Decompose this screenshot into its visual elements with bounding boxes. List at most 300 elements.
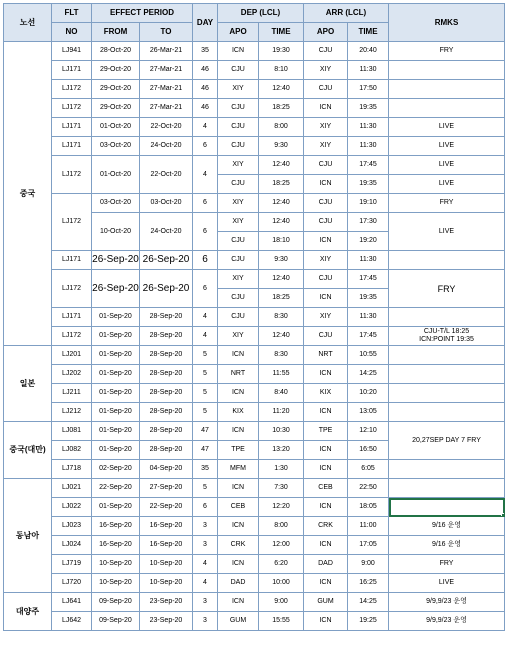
to-cell[interactable]: 24-Oct-20 <box>140 213 193 251</box>
to-cell[interactable]: 22-Sep-20 <box>140 498 193 517</box>
header-rmks[interactable]: RMKS <box>389 4 505 42</box>
arr-apo-cell[interactable]: CJU <box>304 156 348 175</box>
table-row <box>4 612 505 631</box>
remarks-cell[interactable]: 9/9,9/23 운영 <box>389 593 505 612</box>
remarks-cell[interactable] <box>389 479 505 498</box>
header-no[interactable]: NO <box>52 23 92 42</box>
dep-apo-cell[interactable]: CJU <box>218 175 259 194</box>
dep-apo-cell[interactable]: ICN <box>218 593 259 612</box>
dep-time-cell[interactable]: 18:25 <box>259 99 304 118</box>
arr-time-cell[interactable]: 18:05 <box>348 498 389 517</box>
from-cell[interactable]: 01-Sep-20 <box>92 422 140 441</box>
to-cell[interactable]: 23-Sep-20 <box>140 612 193 631</box>
day-cell[interactable]: 4 <box>193 118 218 137</box>
remarks-cell[interactable] <box>389 80 505 99</box>
to-cell[interactable]: 27-Mar-21 <box>140 80 193 99</box>
arr-time-cell[interactable]: 19:35 <box>348 99 389 118</box>
dep-time-cell[interactable]: 8:10 <box>259 61 304 80</box>
to-cell[interactable]: 04-Sep-20 <box>140 460 193 479</box>
dep-time-cell[interactable]: 18:25 <box>259 175 304 194</box>
to-cell[interactable]: 28-Sep-20 <box>140 384 193 403</box>
from-cell[interactable]: 01-Oct-20 <box>92 118 140 137</box>
table-row <box>4 574 505 593</box>
to-cell[interactable]: 16-Sep-20 <box>140 517 193 536</box>
flt-cell[interactable]: LJ023 <box>52 517 92 536</box>
dep-apo-cell[interactable]: MFM <box>218 460 259 479</box>
dep-time-cell[interactable]: 7:30 <box>259 479 304 498</box>
dep-apo-cell[interactable]: XIY <box>218 327 259 346</box>
to-cell[interactable]: 28-Sep-20 <box>140 365 193 384</box>
flt-cell[interactable]: LJ172 <box>52 194 92 251</box>
dep-time-cell[interactable]: 9:30 <box>259 137 304 156</box>
from-cell[interactable]: 26-Sep-20 <box>92 270 140 308</box>
table-row <box>4 137 505 156</box>
dep-time-cell[interactable]: 8:30 <box>259 308 304 327</box>
dep-apo-cell[interactable]: ICN <box>218 384 259 403</box>
arr-apo-cell[interactable]: XIY <box>304 118 348 137</box>
dep-time-cell[interactable]: 18:25 <box>259 289 304 308</box>
dep-apo-cell[interactable]: XIY <box>218 80 259 99</box>
from-cell[interactable]: 10-Oct-20 <box>92 213 140 251</box>
dep-apo-cell[interactable]: CJU <box>218 118 259 137</box>
from-cell[interactable]: 01-Sep-20 <box>92 498 140 517</box>
arr-time-cell[interactable]: 19:35 <box>348 289 389 308</box>
table-row <box>4 536 505 555</box>
dep-time-cell[interactable]: 1:30 <box>259 460 304 479</box>
dep-apo-cell[interactable]: CRK <box>218 536 259 555</box>
dep-apo-cell[interactable]: ICN <box>218 42 259 61</box>
arr-apo-cell[interactable]: CJU <box>304 80 348 99</box>
day-cell[interactable]: 47 <box>193 441 218 460</box>
flt-cell[interactable]: LJ081 <box>52 422 92 441</box>
to-cell[interactable]: 16-Sep-20 <box>140 536 193 555</box>
remarks-cell[interactable]: 9/9,9/23 운영 <box>389 612 505 631</box>
table-row <box>4 517 505 536</box>
dep-time-cell[interactable]: 12:40 <box>259 213 304 232</box>
remarks-cell[interactable]: LIVE <box>389 156 505 175</box>
arr-apo-cell[interactable]: ICN <box>304 574 348 593</box>
day-cell[interactable]: 3 <box>193 612 218 631</box>
flt-cell[interactable]: LJ171 <box>52 61 92 80</box>
arr-time-cell[interactable]: 13:05 <box>348 403 389 422</box>
arr-apo-cell[interactable]: XIY <box>304 251 348 270</box>
remarks-cell[interactable]: LIVE <box>389 574 505 593</box>
from-cell[interactable]: 28-Oct-20 <box>92 42 140 61</box>
day-cell[interactable]: 6 <box>193 213 218 251</box>
dep-time-cell[interactable]: 19:30 <box>259 42 304 61</box>
to-cell[interactable]: 24-Oct-20 <box>140 137 193 156</box>
day-cell[interactable]: 6 <box>193 194 218 213</box>
arr-time-cell[interactable]: 16:50 <box>348 441 389 460</box>
flight-schedule-table <box>3 3 505 631</box>
flt-cell[interactable]: LJ212 <box>52 403 92 422</box>
arr-time-cell[interactable]: 6:05 <box>348 460 389 479</box>
arr-apo-cell[interactable]: ICN <box>304 365 348 384</box>
arr-time-cell[interactable]: 14:25 <box>348 593 389 612</box>
day-cell[interactable]: 3 <box>193 517 218 536</box>
arr-apo-cell[interactable]: DAD <box>304 555 348 574</box>
to-cell[interactable]: 27-Mar-21 <box>140 61 193 80</box>
from-cell[interactable]: 02-Sep-20 <box>92 460 140 479</box>
arr-apo-cell[interactable]: ICN <box>304 289 348 308</box>
dep-apo-cell[interactable]: GUM <box>218 612 259 631</box>
day-cell[interactable]: 6 <box>193 498 218 517</box>
remarks-cell[interactable]: FRY <box>389 555 505 574</box>
dep-apo-cell[interactable]: CJU <box>218 289 259 308</box>
dep-apo-cell[interactable]: XIY <box>218 270 259 289</box>
from-cell[interactable]: 10-Sep-20 <box>92 555 140 574</box>
flt-cell[interactable]: LJ172 <box>52 327 92 346</box>
dep-time-cell[interactable]: 12:40 <box>259 327 304 346</box>
from-cell[interactable]: 29-Oct-20 <box>92 99 140 118</box>
header-effect-period[interactable]: EFFECT PERIOD <box>92 4 193 23</box>
arr-time-cell[interactable]: 14:25 <box>348 365 389 384</box>
remarks-cell[interactable] <box>389 61 505 80</box>
from-cell[interactable]: 16-Sep-20 <box>92 536 140 555</box>
flt-cell[interactable]: LJ171 <box>52 308 92 327</box>
to-cell[interactable]: 28-Sep-20 <box>140 422 193 441</box>
to-cell[interactable]: 28-Sep-20 <box>140 441 193 460</box>
to-cell[interactable]: 26-Mar-21 <box>140 42 193 61</box>
flt-cell[interactable]: LJ201 <box>52 346 92 365</box>
from-cell[interactable]: 03-Oct-20 <box>92 194 140 213</box>
day-cell[interactable]: 5 <box>193 384 218 403</box>
arr-time-cell[interactable]: 11:30 <box>348 118 389 137</box>
arr-apo-cell[interactable]: ICN <box>304 232 348 251</box>
dep-time-cell[interactable]: 12:40 <box>259 194 304 213</box>
arr-time-cell[interactable]: 10:20 <box>348 384 389 403</box>
arr-apo-cell[interactable]: GUM <box>304 593 348 612</box>
dep-time-cell[interactable]: 13:20 <box>259 441 304 460</box>
arr-time-cell[interactable]: 17:05 <box>348 536 389 555</box>
arr-apo-cell[interactable]: XIY <box>304 137 348 156</box>
header-region[interactable]: 노선 <box>4 4 52 42</box>
region-oceania[interactable]: 대양주 <box>4 593 52 631</box>
to-cell[interactable]: 22-Oct-20 <box>140 156 193 194</box>
header-flt[interactable]: FLT <box>52 4 92 23</box>
remarks-cell[interactable]: 9/16 운영 <box>389 517 505 536</box>
dep-apo-cell[interactable]: XIY <box>218 194 259 213</box>
arr-apo-cell[interactable]: CJU <box>304 42 348 61</box>
dep-apo-cell[interactable]: CJU <box>218 308 259 327</box>
from-cell[interactable]: 01-Oct-20 <box>92 156 140 194</box>
table-row <box>4 365 505 384</box>
day-cell[interactable]: 47 <box>193 422 218 441</box>
day-cell[interactable]: 5 <box>193 365 218 384</box>
remarks-cell[interactable]: FRY <box>389 194 505 213</box>
to-cell[interactable]: 10-Sep-20 <box>140 574 193 593</box>
dep-time-cell[interactable]: 8:00 <box>259 517 304 536</box>
dep-time-cell[interactable]: 6:20 <box>259 555 304 574</box>
dep-apo-cell[interactable]: XIY <box>218 213 259 232</box>
region-southeast-asia[interactable]: 동남아 <box>4 479 52 593</box>
header-from[interactable]: FROM <box>92 23 140 42</box>
from-cell[interactable]: 01-Sep-20 <box>92 308 140 327</box>
region-japan[interactable]: 일본 <box>4 346 52 422</box>
remarks-cell[interactable]: 20,27SEP DAY 7 FRY <box>389 422 505 460</box>
flt-cell[interactable]: LJ171 <box>52 251 92 270</box>
to-cell[interactable]: 22-Oct-20 <box>140 118 193 137</box>
remarks-cell[interactable] <box>389 460 505 479</box>
day-cell[interactable]: 4 <box>193 156 218 194</box>
dep-time-cell[interactable]: 9:00 <box>259 593 304 612</box>
dep-time-cell[interactable]: 12:40 <box>259 270 304 289</box>
arr-time-cell[interactable]: 17:45 <box>348 327 389 346</box>
arr-time-cell[interactable]: 17:30 <box>348 213 389 232</box>
day-cell[interactable]: 4 <box>193 574 218 593</box>
dep-time-cell[interactable]: 9:30 <box>259 251 304 270</box>
remarks-cell[interactable] <box>389 308 505 327</box>
arr-apo-cell[interactable]: CJU <box>304 194 348 213</box>
arr-apo-cell[interactable]: ICN <box>304 99 348 118</box>
arr-apo-cell[interactable]: XIY <box>304 308 348 327</box>
dep-time-cell[interactable]: 8:30 <box>259 346 304 365</box>
table-row <box>4 308 505 327</box>
table-row <box>4 80 505 99</box>
to-cell[interactable]: 27-Sep-20 <box>140 479 193 498</box>
from-cell[interactable]: 03-Oct-20 <box>92 137 140 156</box>
flt-cell[interactable]: LJ082 <box>52 441 92 460</box>
arr-apo-cell[interactable]: ICN <box>304 441 348 460</box>
from-cell[interactable]: 01-Sep-20 <box>92 365 140 384</box>
dep-apo-cell[interactable]: CJU <box>218 99 259 118</box>
arr-apo-cell[interactable]: CEB <box>304 479 348 498</box>
header-dep[interactable]: DEP (LCL) <box>218 4 304 23</box>
flt-cell[interactable]: LJ172 <box>52 99 92 118</box>
arr-apo-cell[interactable]: CJU <box>304 327 348 346</box>
dep-apo-cell[interactable]: XIY <box>218 156 259 175</box>
dep-apo-cell[interactable]: CJU <box>218 251 259 270</box>
dep-apo-cell[interactable]: ICN <box>218 517 259 536</box>
header-to[interactable]: TO <box>140 23 193 42</box>
table-row <box>4 118 505 137</box>
table-row <box>4 251 505 270</box>
dep-apo-cell[interactable]: TPE <box>218 441 259 460</box>
remark-line: CJU-T/L 18:25 <box>423 328 470 335</box>
from-cell[interactable]: 10-Sep-20 <box>92 574 140 593</box>
arr-apo-cell[interactable]: XIY <box>304 61 348 80</box>
day-cell[interactable]: 46 <box>193 80 218 99</box>
table-row <box>4 194 505 213</box>
dep-apo-cell[interactable]: ICN <box>218 346 259 365</box>
flt-cell[interactable]: LJ021 <box>52 479 92 498</box>
region-taiwan[interactable]: 중국(대만) <box>4 422 52 479</box>
header-arr-apo[interactable]: APO <box>304 23 348 42</box>
table-row <box>4 593 505 612</box>
arr-time-cell[interactable]: 17:45 <box>348 156 389 175</box>
remarks-cell[interactable]: 9/16 운영 <box>389 536 505 555</box>
dep-time-cell[interactable]: 10:30 <box>259 422 304 441</box>
arr-apo-cell[interactable]: ICN <box>304 536 348 555</box>
flt-cell[interactable]: LJ718 <box>52 460 92 479</box>
header-arr[interactable]: ARR (LCL) <box>304 4 389 23</box>
arr-apo-cell[interactable]: ICN <box>304 612 348 631</box>
arr-apo-cell[interactable]: NRT <box>304 346 348 365</box>
to-cell[interactable]: 28-Sep-20 <box>140 308 193 327</box>
arr-time-cell[interactable]: 16:25 <box>348 574 389 593</box>
arr-apo-cell[interactable]: CJU <box>304 213 348 232</box>
to-cell[interactable]: 28-Sep-20 <box>140 327 193 346</box>
dep-time-cell[interactable]: 11:20 <box>259 403 304 422</box>
flt-cell[interactable]: LJ172 <box>52 270 92 308</box>
dep-time-cell[interactable]: 8:40 <box>259 384 304 403</box>
dep-time-cell[interactable]: 18:10 <box>259 232 304 251</box>
to-cell[interactable]: 03-Oct-20 <box>140 194 193 213</box>
dep-apo-cell[interactable]: DAD <box>218 574 259 593</box>
to-cell[interactable]: 28-Sep-20 <box>140 346 193 365</box>
arr-apo-cell[interactable]: ICN <box>304 498 348 517</box>
to-cell[interactable]: 27-Mar-21 <box>140 99 193 118</box>
from-cell[interactable]: 01-Sep-20 <box>92 403 140 422</box>
arr-apo-cell[interactable]: ICN <box>304 403 348 422</box>
from-cell[interactable]: 22-Sep-20 <box>92 479 140 498</box>
remarks-cell[interactable] <box>389 99 505 118</box>
arr-time-cell[interactable]: 11:30 <box>348 251 389 270</box>
arr-time-cell[interactable]: 12:10 <box>348 422 389 441</box>
flt-cell[interactable]: LJ202 <box>52 365 92 384</box>
arr-time-cell[interactable]: 19:25 <box>348 612 389 631</box>
remarks-cell[interactable]: LIVE <box>389 118 505 137</box>
dep-time-cell[interactable]: 8:00 <box>259 118 304 137</box>
remarks-cell[interactable] <box>389 403 505 422</box>
day-cell[interactable]: 4 <box>193 555 218 574</box>
dep-time-cell[interactable]: 12:20 <box>259 498 304 517</box>
remarks-cell[interactable] <box>389 251 505 270</box>
day-cell[interactable]: 6 <box>193 251 218 270</box>
dep-apo-cell[interactable]: NRT <box>218 365 259 384</box>
flt-cell[interactable]: LJ720 <box>52 574 92 593</box>
arr-time-cell[interactable]: 9:00 <box>348 555 389 574</box>
dep-time-cell[interactable]: 12:40 <box>259 80 304 99</box>
day-cell[interactable]: 3 <box>193 593 218 612</box>
day-cell[interactable]: 6 <box>193 137 218 156</box>
day-cell[interactable]: 5 <box>193 403 218 422</box>
arr-time-cell[interactable]: 19:20 <box>348 232 389 251</box>
from-cell[interactable]: 29-Oct-20 <box>92 61 140 80</box>
dep-apo-cell[interactable]: KIX <box>218 403 259 422</box>
day-cell[interactable]: 5 <box>193 479 218 498</box>
table-row <box>4 61 505 80</box>
dep-apo-cell[interactable]: ICN <box>218 422 259 441</box>
to-cell[interactable]: 26-Sep-20 <box>140 270 193 308</box>
to-cell[interactable]: 23-Sep-20 <box>140 593 193 612</box>
header-dep-time[interactable]: TIME <box>259 23 304 42</box>
day-cell[interactable]: 3 <box>193 536 218 555</box>
flt-cell[interactable]: LJ642 <box>52 612 92 631</box>
day-cell[interactable]: 4 <box>193 308 218 327</box>
remark-line: ICN:POINT 19:35 <box>419 336 474 343</box>
from-cell[interactable]: 16-Sep-20 <box>92 517 140 536</box>
remarks-cell[interactable] <box>389 365 505 384</box>
table-row <box>4 460 505 479</box>
remarks-cell[interactable]: FRY <box>389 270 505 308</box>
remarks-cell[interactable]: LIVE <box>389 137 505 156</box>
selected-remarks-cell[interactable] <box>389 498 505 517</box>
arr-time-cell[interactable]: 20:40 <box>348 42 389 61</box>
from-cell[interactable]: 09-Sep-20 <box>92 612 140 631</box>
arr-time-cell[interactable]: 11:30 <box>348 137 389 156</box>
header-day[interactable]: DAY <box>193 4 218 42</box>
dep-apo-cell[interactable]: CJU <box>218 137 259 156</box>
remarks-cell[interactable]: LIVE <box>389 175 505 194</box>
flt-cell[interactable]: LJ171 <box>52 137 92 156</box>
flt-cell[interactable]: LJ172 <box>52 156 92 194</box>
day-cell[interactable]: 5 <box>193 346 218 365</box>
dep-apo-cell[interactable]: ICN <box>218 479 259 498</box>
from-cell[interactable]: 01-Sep-20 <box>92 327 140 346</box>
arr-time-cell[interactable]: 11:00 <box>348 517 389 536</box>
day-cell[interactable]: 35 <box>193 42 218 61</box>
arr-time-cell[interactable]: 19:35 <box>348 175 389 194</box>
remarks-cell[interactable] <box>389 327 505 346</box>
remarks-cell[interactable]: FRY <box>389 42 505 61</box>
flt-cell[interactable]: LJ641 <box>52 593 92 612</box>
header-dep-apo[interactable]: APO <box>218 23 259 42</box>
day-cell[interactable]: 46 <box>193 99 218 118</box>
flt-cell[interactable]: LJ941 <box>52 42 92 61</box>
from-cell[interactable]: 01-Sep-20 <box>92 441 140 460</box>
flt-cell[interactable]: LJ719 <box>52 555 92 574</box>
arr-time-cell[interactable]: 11:30 <box>348 61 389 80</box>
dep-time-cell[interactable]: 12:40 <box>259 156 304 175</box>
arr-time-cell[interactable]: 11:30 <box>348 308 389 327</box>
to-cell[interactable]: 10-Sep-20 <box>140 555 193 574</box>
remarks-cell[interactable] <box>389 346 505 365</box>
arr-time-cell[interactable]: 19:10 <box>348 194 389 213</box>
arr-apo-cell[interactable]: CRK <box>304 517 348 536</box>
arr-time-cell[interactable]: 10:55 <box>348 346 389 365</box>
dep-time-cell[interactable]: 15:55 <box>259 612 304 631</box>
dep-apo-cell[interactable]: CEB <box>218 498 259 517</box>
flt-cell[interactable]: LJ022 <box>52 498 92 517</box>
arr-apo-cell[interactable]: TPE <box>304 422 348 441</box>
flt-cell[interactable]: LJ171 <box>52 118 92 137</box>
arr-apo-cell[interactable]: CJU <box>304 270 348 289</box>
dep-time-cell[interactable]: 10:00 <box>259 574 304 593</box>
from-cell[interactable]: 26-Sep-20 <box>92 251 140 270</box>
day-cell[interactable]: 46 <box>193 61 218 80</box>
arr-apo-cell[interactable]: KIX <box>304 384 348 403</box>
to-cell[interactable]: 26-Sep-20 <box>140 251 193 270</box>
from-cell[interactable]: 29-Oct-20 <box>92 80 140 99</box>
to-cell[interactable]: 28-Sep-20 <box>140 403 193 422</box>
arr-time-cell[interactable]: 17:50 <box>348 80 389 99</box>
flt-cell[interactable]: LJ024 <box>52 536 92 555</box>
arr-apo-cell[interactable]: ICN <box>304 175 348 194</box>
arr-time-cell[interactable]: 17:45 <box>348 270 389 289</box>
header-arr-time[interactable]: TIME <box>348 23 389 42</box>
dep-apo-cell[interactable]: ICN <box>218 555 259 574</box>
from-cell[interactable]: 01-Sep-20 <box>92 346 140 365</box>
day-cell[interactable]: 4 <box>193 327 218 346</box>
remarks-cell[interactable]: LIVE <box>389 213 505 251</box>
from-cell[interactable]: 09-Sep-20 <box>92 593 140 612</box>
day-cell[interactable]: 35 <box>193 460 218 479</box>
from-cell[interactable]: 01-Sep-20 <box>92 384 140 403</box>
table-row <box>4 498 505 517</box>
flt-cell[interactable]: LJ172 <box>52 80 92 99</box>
remarks-cell[interactable] <box>389 384 505 403</box>
arr-time-cell[interactable]: 22:50 <box>348 479 389 498</box>
day-cell[interactable]: 6 <box>193 270 218 308</box>
dep-time-cell[interactable]: 12:00 <box>259 536 304 555</box>
region-china[interactable]: 중국 <box>4 42 52 346</box>
arr-apo-cell[interactable]: ICN <box>304 460 348 479</box>
dep-apo-cell[interactable]: CJU <box>218 61 259 80</box>
dep-apo-cell[interactable]: CJU <box>218 232 259 251</box>
flt-cell[interactable]: LJ211 <box>52 384 92 403</box>
dep-time-cell[interactable]: 11:55 <box>259 365 304 384</box>
